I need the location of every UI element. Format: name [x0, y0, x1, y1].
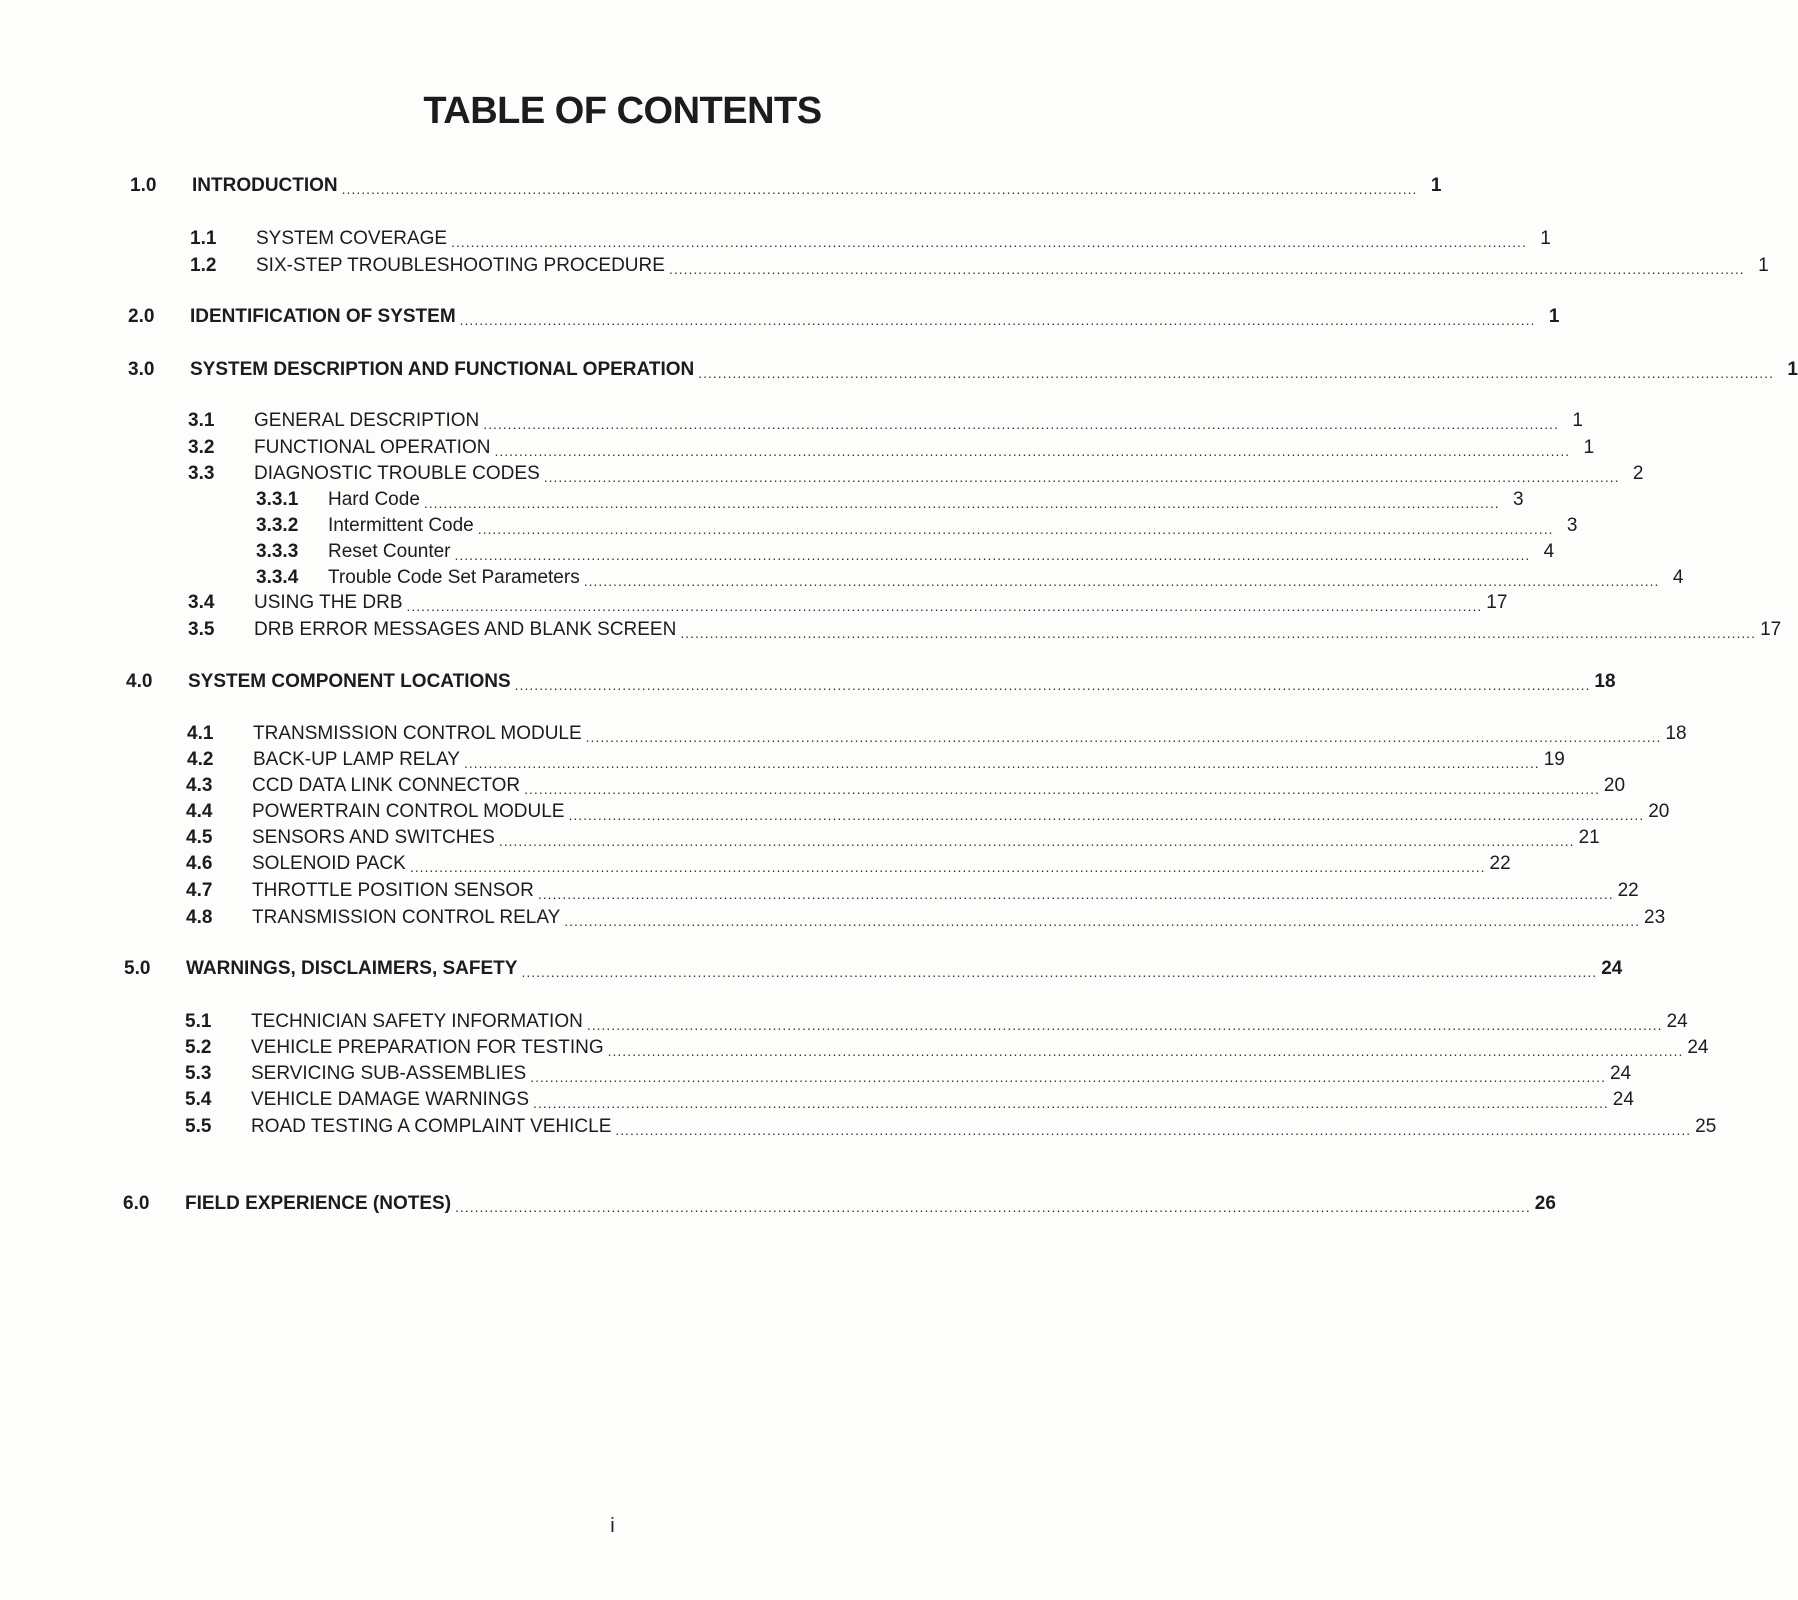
dot-leader: ............................................................................................................................................................................................................................ — [483, 416, 1559, 432]
toc-entry — [256, 566, 1684, 590]
dot-leader: ............................................................................................................................................................................................................................ — [406, 598, 1483, 614]
toc-entry-number: 3.3.3 — [256, 541, 299, 562]
toc-entry — [185, 1062, 1632, 1086]
dot-leader: ............................................................................................................................................................................................................................ — [494, 443, 1571, 459]
toc-entry-page: 24 — [1666, 1011, 1688, 1032]
toc-entry-label: FUNCTIONAL OPERATION — [254, 437, 491, 458]
dot-leader: ............................................................................................................................................................................................................................ — [455, 1199, 1531, 1215]
toc-entry-page: 25 — [1695, 1116, 1717, 1137]
dot-leader: ............................................................................................................................................................................................................................ — [514, 677, 1591, 693]
toc-entry-number: 3.3 — [188, 463, 215, 484]
toc-entry-label: TRANSMISSION CONTROL RELAY — [252, 907, 561, 928]
toc-entry-page: 1 — [1787, 359, 1798, 380]
toc-entry-page: 22 — [1617, 880, 1639, 901]
toc-entry-number: 4.2 — [187, 749, 214, 770]
toc-entry-page: 18 — [1594, 671, 1616, 692]
toc-entry-label: SYSTEM DESCRIPTION AND FUNCTIONAL OPERATION — [190, 359, 695, 380]
toc-entry-label: Reset Counter — [328, 541, 451, 562]
toc-entry-label: BACK-UP LAMP RELAY — [253, 749, 460, 770]
toc-entry — [186, 774, 1626, 798]
toc-entry-page: 21 — [1578, 827, 1600, 848]
toc-entry-page: 4 — [1543, 541, 1555, 562]
toc-entry-number: 4.8 — [186, 907, 213, 928]
toc-entry-label: DRB ERROR MESSAGES AND BLANK SCREEN — [254, 619, 677, 640]
toc-entry — [256, 514, 1578, 538]
toc-entry — [185, 1010, 1688, 1034]
toc-entry-number: 5.1 — [185, 1011, 212, 1032]
toc-entry-label: IDENTIFICATION OF SYSTEM — [190, 306, 456, 327]
dot-leader: ............................................................................................................................................................................................................................ — [524, 781, 1600, 797]
toc-entry — [187, 722, 1687, 746]
dot-leader: ............................................................................................................................................................................................................................ — [680, 625, 1757, 641]
toc-entry-page: 2 — [1632, 463, 1644, 484]
toc-entry-number: 3.4 — [188, 592, 215, 613]
toc-entry-number: 4.6 — [186, 853, 213, 874]
toc-entry-label: GENERAL DESCRIPTION — [254, 410, 480, 431]
toc-entry-number: 5.4 — [185, 1089, 212, 1110]
toc-entry-page: 17 — [1760, 619, 1782, 640]
toc-entry-label: SYSTEM COVERAGE — [256, 228, 448, 249]
toc-entry-number: 4.7 — [186, 880, 213, 901]
toc-entry-label: USING THE DRB — [254, 592, 403, 613]
dot-leader: ............................................................................................................................................................................................................................ — [568, 807, 1645, 823]
dot-leader: ............................................................................................................................................................................................................................ — [454, 547, 1531, 563]
toc-entry — [130, 174, 1442, 198]
toc-entry-label: Intermittent Code — [328, 515, 474, 536]
page-title: TABLE OF CONTENTS — [423, 90, 822, 132]
toc-entry-number: 5.3 — [185, 1063, 212, 1084]
toc-entry-label: TRANSMISSION CONTROL MODULE — [253, 723, 582, 744]
toc-entry-page: 1 — [1758, 255, 1769, 276]
toc-entry-number: 3.3.2 — [256, 515, 299, 536]
toc-entry-label: FIELD EXPERIENCE (NOTES) — [185, 1193, 452, 1214]
toc-entry — [185, 1115, 1717, 1139]
toc-entry-page: 1 — [1430, 175, 1442, 196]
toc-entry-number: 3.3.1 — [256, 489, 299, 510]
toc-entry — [124, 957, 1623, 981]
toc-entry-label: SYSTEM COMPONENT LOCATIONS — [188, 671, 511, 692]
dot-leader: ............................................................................................................................................................................................................................ — [585, 729, 1662, 745]
toc-entry-page: 19 — [1543, 749, 1565, 770]
toc-entry — [188, 462, 1644, 486]
toc-entry-number: 3.3.4 — [256, 567, 299, 588]
toc-entry-number: 1.1 — [190, 228, 217, 249]
toc-entry-label: Hard Code — [328, 489, 420, 510]
toc-entry-label: ROAD TESTING A COMPLAINT VEHICLE — [251, 1116, 612, 1137]
toc-entry-number: 2.0 — [128, 306, 155, 327]
dot-leader: ............................................................................................................................................................................................................................ — [615, 1122, 1692, 1138]
toc-entry-label: VEHICLE PREPARATION FOR TESTING — [251, 1037, 604, 1058]
toc-entry-page: 20 — [1648, 801, 1670, 822]
dot-leader: ............................................................................................................................................................................................................................ — [423, 495, 1500, 511]
dot-leader: ............................................................................................................................................................................................................................ — [543, 469, 1620, 485]
toc-entry-page: 23 — [1644, 907, 1666, 928]
toc-entry-number: 4.1 — [187, 723, 214, 744]
toc-entry — [123, 1192, 1556, 1216]
toc-entry-number: 3.5 — [188, 619, 215, 640]
dot-leader: ............................................................................................................................................................................................................................ — [583, 573, 1660, 589]
toc-entry-number: 6.0 — [123, 1193, 150, 1214]
dot-leader: ............................................................................................................................................................................................................................ — [451, 234, 1527, 250]
toc-entry-label: POWERTRAIN CONTROL MODULE — [252, 801, 565, 822]
toc-entry — [187, 748, 1565, 772]
toc-entry — [256, 488, 1524, 512]
toc-entry-number: 5.0 — [124, 958, 151, 979]
dot-leader: ............................................................................................................................................................................................................................ — [498, 833, 1575, 849]
toc-entry-number: 5.2 — [185, 1037, 212, 1058]
toc-entry — [188, 436, 1595, 460]
toc-entry-number: 3.2 — [188, 437, 215, 458]
toc-entry-number: 5.5 — [185, 1116, 212, 1137]
dot-leader: ............................................................................................................................................................................................................................ — [586, 1017, 1663, 1033]
toc-entry-number: 1.0 — [130, 175, 157, 196]
dot-leader: ............................................................................................................................................................................................................................ — [341, 181, 1418, 197]
toc-entry — [186, 879, 1639, 903]
toc-entry-label: DIAGNOSTIC TROUBLE CODES — [254, 463, 540, 484]
toc-entry — [186, 852, 1511, 876]
toc-entry-number: 3.1 — [188, 410, 215, 431]
dot-leader: ............................................................................................................................................................................................................................ — [607, 1043, 1684, 1059]
toc-entry — [188, 618, 1782, 642]
toc-entry-label: TECHNICIAN SAFETY INFORMATION — [251, 1011, 583, 1032]
toc-entry-page: 1 — [1583, 437, 1595, 458]
toc-entry — [188, 591, 1508, 615]
dot-leader: ............................................................................................................................................................................................................................ — [530, 1069, 1606, 1085]
toc-entry-number: 4.3 — [186, 775, 213, 796]
dot-leader: ............................................................................................................................................................................................................................ — [537, 886, 1614, 902]
toc-entry-label: SENSORS AND SWITCHES — [252, 827, 495, 848]
toc-entry-page: 24 — [1687, 1037, 1709, 1058]
toc-entry — [185, 1036, 1709, 1060]
toc-entry — [188, 409, 1583, 433]
toc-entry-page: 24 — [1601, 958, 1623, 979]
toc-entry-number: 1.2 — [190, 255, 217, 276]
toc-entry-label: Trouble Code Set Parameters — [328, 567, 580, 588]
dot-leader: ............................................................................................................................................................................................................................ — [533, 1095, 1609, 1111]
toc-entry — [186, 800, 1670, 824]
toc-entry-page: 1 — [1572, 410, 1583, 431]
toc-entry-number: 4.0 — [126, 671, 153, 692]
dot-leader: ............................................................................................................................................................................................................................ — [409, 859, 1486, 875]
toc-entry-label: INTRODUCTION — [192, 175, 338, 196]
toc-entry-label: THROTTLE POSITION SENSOR — [252, 880, 534, 901]
dot-leader: ............................................................................................................................................................................................................................ — [463, 755, 1540, 771]
toc-entry — [190, 254, 1769, 278]
dot-leader: ............................................................................................................................................................................................................................ — [564, 913, 1641, 929]
toc-entry — [126, 670, 1616, 694]
toc-entry-page: 3 — [1566, 515, 1578, 536]
toc-entry — [256, 540, 1555, 564]
toc-entry-page: 3 — [1513, 489, 1524, 510]
toc-entry-page: 1 — [1540, 228, 1551, 249]
toc-entry-page: 18 — [1665, 723, 1687, 744]
toc-entry-page: 20 — [1603, 775, 1626, 796]
toc-entry-page: 1 — [1548, 306, 1560, 327]
toc-entry — [128, 305, 1560, 329]
toc-entry-page: 24 — [1609, 1063, 1632, 1084]
toc-entry-page: 26 — [1534, 1193, 1556, 1214]
toc-entry — [186, 826, 1600, 850]
toc-entry-number: 3.0 — [128, 359, 155, 380]
toc-entry-number: 4.5 — [186, 827, 213, 848]
toc-entry — [128, 358, 1798, 382]
toc-entry-label: SERVICING SUB-ASSEMBLIES — [251, 1063, 527, 1084]
dot-leader: ............................................................................................................................................................................................................................ — [698, 365, 1774, 381]
toc-entry-page: 17 — [1486, 592, 1508, 613]
dot-leader: ............................................................................................................................................................................................................................ — [477, 521, 1554, 537]
toc-entry-label: VEHICLE DAMAGE WARNINGS — [251, 1089, 530, 1110]
dot-leader: ............................................................................................................................................................................................................................ — [668, 261, 1745, 277]
toc-entry-page: 4 — [1672, 567, 1684, 588]
toc-entry — [190, 227, 1551, 251]
dot-leader: ............................................................................................................................................................................................................................ — [459, 312, 1536, 328]
toc-entry-label: SIX-STEP TROUBLESHOOTING PROCEDURE — [256, 255, 665, 276]
toc-entry-label: CCD DATA LINK CONNECTOR — [252, 775, 521, 796]
toc-entry-label: SOLENOID PACK — [252, 853, 406, 874]
toc-entry-page: 22 — [1489, 853, 1511, 874]
toc-entry — [185, 1088, 1634, 1112]
toc-entry-number: 4.4 — [186, 801, 213, 822]
page-number: i — [610, 1515, 615, 1537]
toc-entry-page: 24 — [1612, 1089, 1634, 1110]
dot-leader: ............................................................................................................................................................................................................................ — [521, 964, 1598, 980]
toc-entry-label: WARNINGS, DISCLAIMERS, SAFETY — [186, 958, 518, 979]
toc-entry — [186, 906, 1666, 930]
